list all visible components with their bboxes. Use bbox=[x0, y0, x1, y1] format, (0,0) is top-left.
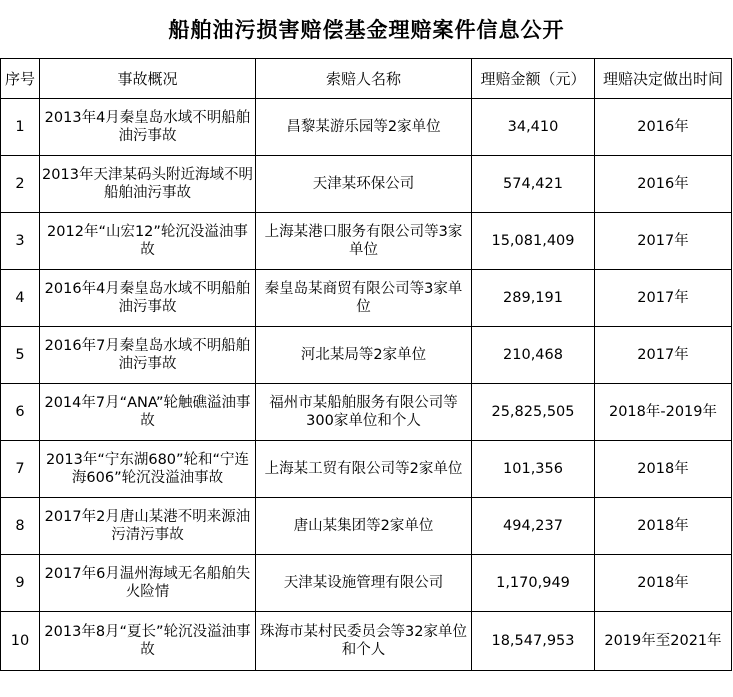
incident-cell: 2013年4月秦皇岛水域不明船舶油污事故 bbox=[40, 99, 256, 156]
amount-cell: 574,421 bbox=[472, 156, 595, 213]
claimant-cell: 唐山某集团等2家单位 bbox=[256, 498, 472, 555]
header-amount: 理赔金额（元） bbox=[472, 59, 595, 99]
date-cell: 2019年至2021年 bbox=[595, 612, 732, 671]
amount-cell: 15,081,409 bbox=[472, 213, 595, 270]
row-number: 4 bbox=[1, 270, 40, 327]
table-row bbox=[1, 498, 732, 555]
table-row bbox=[1, 384, 732, 441]
row-number: 3 bbox=[1, 213, 40, 270]
date-cell: 2017年 bbox=[595, 327, 732, 384]
date-cell: 2016年 bbox=[595, 156, 732, 213]
table-row bbox=[1, 612, 732, 671]
incident-cell: 2017年6月温州海域无名船舶失火险情 bbox=[40, 555, 256, 612]
amount-cell: 18,547,953 bbox=[472, 612, 595, 671]
row-number: 2 bbox=[1, 156, 40, 213]
claimant-cell: 珠海市某村民委员会等32家单位和个人 bbox=[256, 612, 472, 671]
header-date: 理赔决定做出时间 bbox=[595, 59, 732, 99]
date-cell: 2018年 bbox=[595, 555, 732, 612]
table-row bbox=[1, 555, 732, 612]
table-row bbox=[1, 99, 732, 156]
claimant-cell: 河北某局等2家单位 bbox=[256, 327, 472, 384]
date-cell: 2018年-2019年 bbox=[595, 384, 732, 441]
incident-cell: 2016年7月秦皇岛水域不明船舶油污事故 bbox=[40, 327, 256, 384]
incident-cell: 2013年天津某码头附近海域不明船舶油污事故 bbox=[40, 156, 256, 213]
header-incident: 事故概况 bbox=[40, 59, 256, 99]
claimant-cell: 天津某环保公司 bbox=[256, 156, 472, 213]
incident-cell: 2012年“山宏12”轮沉没溢油事故 bbox=[40, 213, 256, 270]
incident-cell: 2013年8月“夏长”轮沉没溢油事故 bbox=[40, 612, 256, 671]
date-cell: 2017年 bbox=[595, 270, 732, 327]
row-number: 9 bbox=[1, 555, 40, 612]
claimant-cell: 上海某工贸有限公司等2家单位 bbox=[256, 441, 472, 498]
amount-cell: 494,237 bbox=[472, 498, 595, 555]
amount-cell: 210,468 bbox=[472, 327, 595, 384]
date-cell: 2018年 bbox=[595, 498, 732, 555]
date-cell: 2017年 bbox=[595, 213, 732, 270]
claimant-cell: 昌黎某游乐园等2家单位 bbox=[256, 99, 472, 156]
claimant-cell: 天津某设施管理有限公司 bbox=[256, 555, 472, 612]
row-number: 10 bbox=[1, 612, 40, 671]
table-row bbox=[1, 213, 732, 270]
page-title: 船舶油污损害赔偿基金理赔案件信息公开 bbox=[168, 18, 565, 42]
row-number: 6 bbox=[1, 384, 40, 441]
amount-cell: 25,825,505 bbox=[472, 384, 595, 441]
header-no: 序号 bbox=[1, 59, 40, 99]
amount-cell: 101,356 bbox=[472, 441, 595, 498]
table-header-row bbox=[1, 59, 732, 99]
amount-cell: 34,410 bbox=[472, 99, 595, 156]
table-row bbox=[1, 270, 732, 327]
row-number: 5 bbox=[1, 327, 40, 384]
incident-cell: 2016年4月秦皇岛水域不明船舶油污事故 bbox=[40, 270, 256, 327]
table-row bbox=[1, 156, 732, 213]
date-cell: 2018年 bbox=[595, 441, 732, 498]
claimant-cell: 上海某港口服务有限公司等3家单位 bbox=[256, 213, 472, 270]
table-row bbox=[1, 441, 732, 498]
claimant-cell: 福州市某船舶服务有限公司等300家单位和个人 bbox=[256, 384, 472, 441]
header-claimant: 索赔人名称 bbox=[256, 59, 472, 99]
amount-cell: 1,170,949 bbox=[472, 555, 595, 612]
table-row bbox=[1, 327, 732, 384]
incident-cell: 2017年2月唐山某港不明来源油污清污事故 bbox=[40, 498, 256, 555]
amount-cell: 289,191 bbox=[472, 270, 595, 327]
row-number: 7 bbox=[1, 441, 40, 498]
incident-cell: 2013年“宁东湖680”轮和“宁连海606”轮沉没溢油事故 bbox=[40, 441, 256, 498]
claims-table bbox=[0, 58, 732, 671]
date-cell: 2016年 bbox=[595, 99, 732, 156]
incident-cell: 2014年7月“ANA”轮触礁溢油事故 bbox=[40, 384, 256, 441]
row-number: 8 bbox=[1, 498, 40, 555]
row-number: 1 bbox=[1, 99, 40, 156]
claimant-cell: 秦皇岛某商贸有限公司等3家单位 bbox=[256, 270, 472, 327]
